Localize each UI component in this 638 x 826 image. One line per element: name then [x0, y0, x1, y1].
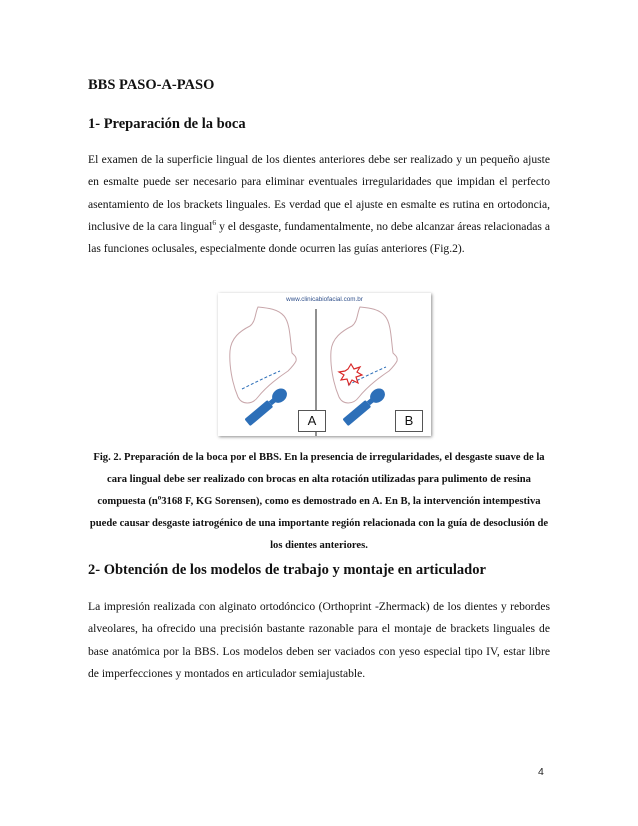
- tooth-outline-b: [331, 307, 397, 403]
- reference-superscript: 6: [212, 218, 217, 228]
- section-2-heading: 2- Obtención de los modelos de trabajo y montaje en articulador: [88, 562, 486, 578]
- caption-text-part-1: Fig. 2. Preparación de la boca por el BBS. En la presencia de irregularidades, el desgaste suave de la cara lingual debe ser realizado con brocas en alta rotación utilizadas para pulimento de resina compuesta (n: [93, 452, 545, 507]
- page-number: 4: [538, 766, 544, 778]
- figure-2-image: [218, 293, 431, 436]
- tooth-outline-a: [230, 307, 296, 403]
- panel-label-a: A: [298, 410, 326, 432]
- bur-shank-a: [244, 400, 273, 426]
- section-1-paragraph: [88, 149, 550, 260]
- bur-shank-b: [342, 400, 371, 426]
- caption-superscript: o: [157, 493, 162, 502]
- paragraph-text-part-2: y el desgaste, fundamentalmente, no debe alcanzar áreas relacionadas a las funciones oclusales, especialmente donde ocurren las guías anteriores (Fig.2).: [88, 219, 550, 256]
- figure-watermark: www.clinicabiofacial.com.br: [286, 296, 363, 303]
- enamel-line-a: [242, 371, 280, 389]
- section-1-heading: 1- Preparación de la boca: [88, 116, 246, 132]
- section-2-paragraph: La impresión realizada con alginato ortodóncico (Orthoprint -Zhermack) de los dientes y rebordes alveolares, ha ofrecido una precisión bastante razonable para el montaje de brackets linguales de base anatómica por la BBS. Los modelos deben ser vaciados con yeso especial tipo IV, estar libre de imperfecciones y montados en articulador semiajustable.: [88, 600, 550, 680]
- figure-2-caption: [88, 447, 550, 557]
- bur-tool-a: [243, 386, 290, 428]
- iatrogenic-wear-mark: [339, 364, 362, 385]
- caption-text-part-2: 3168 F, KG Sorensen), como es demostrado en A. En B, la intervención intempestiva puede causar desgaste iatrogénico de una importante región relacionada con la guía de desoclusión de los dientes anteriores.: [89, 496, 549, 551]
- enamel-line-b: [348, 367, 386, 385]
- bur-tool-b: [341, 386, 388, 428]
- paragraph-text-part-1: El examen de la superficie lingual de los dientes anteriores debe ser realizado y un pequeño ajuste en esmalte puede ser necesario para eliminar eventuales irregularidades que impidan el perfecto asentamiento de los brackets linguales. Es verdad que el ajuste en esmalte es rutina en ortodoncia, inclusive de la cara lingual: [88, 153, 550, 233]
- panel-label-b: B: [395, 410, 423, 432]
- document-title: BBS PASO-A-PASO: [88, 77, 215, 93]
